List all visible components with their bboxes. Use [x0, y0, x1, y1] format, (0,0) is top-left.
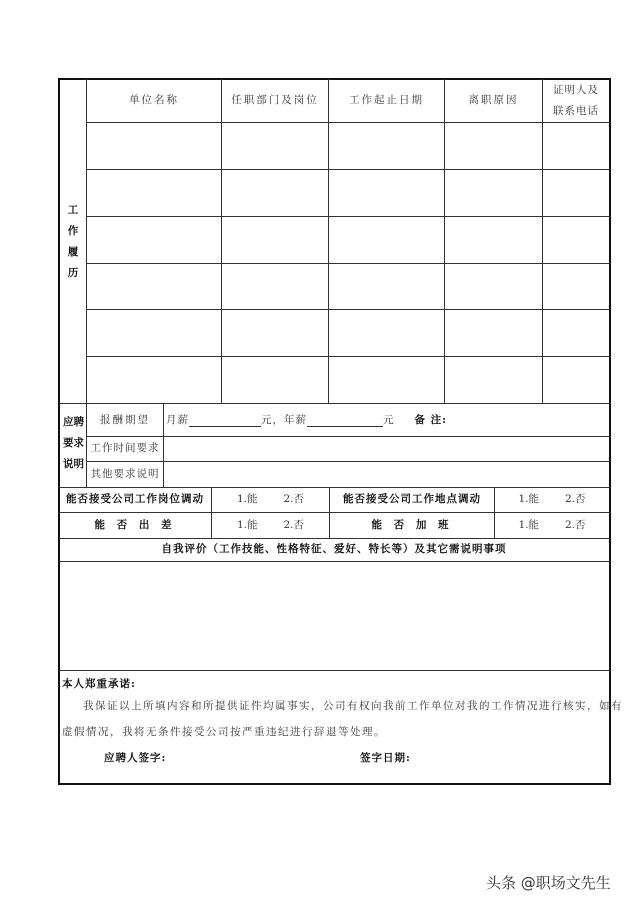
work-row-5-dates[interactable]: [329, 310, 444, 356]
header-line: 联系电话: [553, 105, 599, 117]
watermark: 头条 @职场文先生: [486, 874, 611, 892]
work-row-3-company[interactable]: [87, 217, 221, 263]
requirements-label: [60, 412, 87, 475]
work-time-label: 工作时间要求: [90, 442, 160, 455]
work-row-4-reference[interactable]: [543, 264, 609, 309]
option-no[interactable]: 2.否: [283, 493, 305, 506]
option-no[interactable]: 2.否: [283, 518, 305, 531]
label-line: 要求: [63, 437, 84, 449]
self-evaluation-input[interactable]: [60, 562, 609, 670]
work-row-5-company[interactable]: [87, 310, 221, 356]
applicant-signature-input[interactable]: [170, 745, 330, 765]
work-row-6-dates[interactable]: [329, 357, 444, 403]
column-header-leave-reason: 离职原因: [468, 94, 519, 107]
yuan-label: 元: [383, 413, 395, 426]
column-header-department: 任职部门及岗位: [231, 94, 319, 107]
work-row-6-company[interactable]: [87, 357, 221, 403]
divider: [59, 403, 610, 404]
other-requirements-input[interactable]: [164, 462, 609, 487]
label-line: 应聘: [63, 416, 84, 428]
work-row-2-department[interactable]: [222, 170, 328, 216]
signature-date-input[interactable]: [430, 745, 600, 765]
business-trip-options: [212, 513, 329, 538]
label-line: 说明: [63, 458, 84, 470]
salary-label: 报酬期望: [100, 413, 150, 426]
work-row-2-reference[interactable]: [543, 170, 609, 216]
work-row-2-leave-reason[interactable]: [445, 170, 542, 216]
column-header-company: 单位名称: [129, 94, 179, 107]
header-line: 证明人及: [553, 84, 599, 96]
overtime-label: 能 否 加 班: [371, 518, 453, 531]
position-transfer-label: 能否接受公司工作岗位调动: [66, 493, 204, 506]
work-row-5-reference[interactable]: [543, 310, 609, 356]
monthly-salary-input[interactable]: [189, 415, 261, 427]
work-row-3-leave-reason[interactable]: [445, 217, 542, 263]
work-row-4-dates[interactable]: [329, 264, 444, 309]
work-row-5-department[interactable]: [222, 310, 328, 356]
business-trip-label: 能 否 出 差: [94, 518, 176, 531]
self-evaluation-title: 自我评价（工作技能、性格特征、爱好、特长等）及其它需说明事项: [161, 543, 507, 556]
label-char: 历: [67, 267, 79, 279]
option-yes[interactable]: 1.能: [236, 493, 258, 506]
form-right-border: [609, 78, 611, 785]
commitment-line-2: 虚假情况，我将无条件接受公司按严重违纪进行辞退等处理。: [62, 726, 386, 738]
work-row-1-dates[interactable]: [329, 123, 444, 169]
location-transfer-options: [495, 488, 609, 512]
work-row-4-company[interactable]: [87, 264, 221, 309]
other-requirements-label: 其他要求说明: [90, 467, 160, 480]
annual-salary-input[interactable]: [307, 415, 383, 427]
location-transfer-label: 能否接受公司工作地点调动: [343, 493, 481, 506]
work-row-5-leave-reason[interactable]: [445, 310, 542, 356]
work-row-4-leave-reason[interactable]: [445, 264, 542, 309]
overtime-options: [495, 513, 609, 538]
position-transfer-options: [212, 488, 329, 512]
work-time-input[interactable]: [164, 437, 609, 461]
commitment-line-1: 我保证以上所填内容和所提供证件均属事实，公司有权向我前工作单位对我的工作情况进行核实，如有: [83, 700, 623, 712]
option-yes[interactable]: 1.能: [236, 518, 258, 531]
column-header-dates: 工作起止日期: [349, 94, 424, 107]
label-char: 履: [67, 246, 79, 258]
remark-label: 备 注:: [414, 413, 448, 426]
work-row-4-department[interactable]: [222, 264, 328, 309]
monthly-salary-label: 月薪: [166, 413, 189, 426]
column-header-reference: [543, 80, 609, 122]
label-char: 工: [67, 204, 79, 216]
work-row-1-reference[interactable]: [543, 123, 609, 169]
work-row-2-company[interactable]: [87, 170, 221, 216]
work-row-3-department[interactable]: [222, 217, 328, 263]
work-row-1-company[interactable]: [87, 123, 221, 169]
commitment-title: 本人郑重承诺:: [62, 678, 136, 690]
work-row-1-leave-reason[interactable]: [445, 123, 542, 169]
work-row-6-leave-reason[interactable]: [445, 357, 542, 403]
work-row-3-reference[interactable]: [543, 217, 609, 263]
commitment-text: [62, 693, 623, 745]
option-yes[interactable]: 1.能: [518, 493, 539, 506]
form-bottom-border: [58, 783, 611, 785]
work-row-6-reference[interactable]: [543, 357, 609, 403]
salary-expectation-row: [166, 405, 606, 436]
applicant-signature-label: 应聘人签字:: [104, 752, 167, 764]
work-row-6-department[interactable]: [222, 357, 328, 403]
work-history-label: [60, 200, 86, 284]
option-no[interactable]: 2.否: [565, 493, 586, 506]
yuan-annual-label: 元，年薪: [261, 413, 307, 426]
option-no[interactable]: 2.否: [565, 518, 586, 531]
work-row-2-dates[interactable]: [329, 170, 444, 216]
option-yes[interactable]: 1.能: [518, 518, 539, 531]
divider: [59, 670, 610, 671]
work-row-1-department[interactable]: [222, 123, 328, 169]
signature-date-label: 签字日期:: [360, 752, 411, 764]
work-row-3-dates[interactable]: [329, 217, 444, 263]
label-char: 作: [67, 225, 79, 237]
